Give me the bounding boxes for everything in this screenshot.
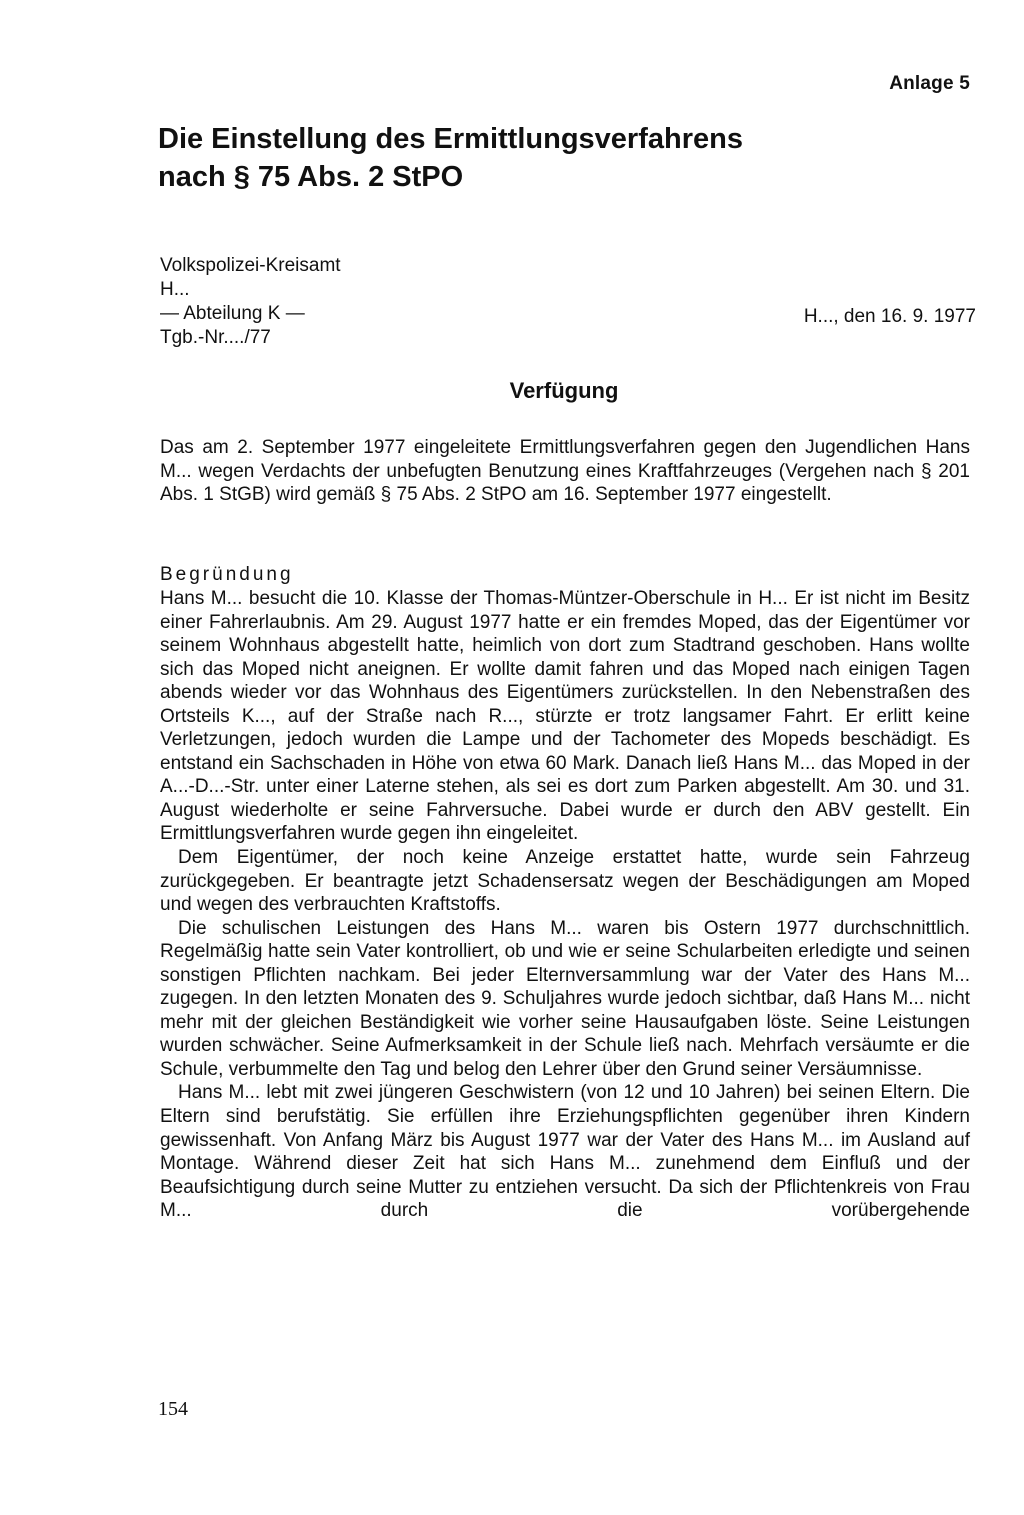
sender-block	[160, 254, 341, 350]
reasoning-paragraph: Hans M... besucht die 10. Klasse der Thomas-Müntzer-Oberschule in H... Er ist nicht im Besitz einer Fahrerlaubnis. Am 29. August 1977 hatte er ein fremdes Moped, das der Eigentümer vor seinem Wohnhaus abgestellt hatte, heimlich von dort zum Stadtrand geschoben. Hans wollte sich das Moped nicht aneignen. Er wollte damit fahren und das Moped nach einigen Tagen abends wieder vor das Wohnhaus des Eigentümers zurückstellen. In den Nebenstraßen des Ortsteils K..., auf der Straße nach R..., stürzte er trotz langsamer Fahrt. Er erlitt keine Verletzungen, jedoch wurden die Lampe und der Tachometer des Mopeds beschädigt. Es entstand ein Sachschaden in Höhe von etwa 60 Mark. Danach ließ Hans M... das Moped in der A...-D...-Str. unter einer Laterne stehen, als sei es dort zum Parken abgestellt. Am 30. und 31. August wiederholte er seine Fahrversuche. Dabei wurde er durch den ABV gestellt. Ein Ermittlungsverfahren wurde gegen ihn eingeleitet.	[160, 588, 970, 845]
department-name: — Abteilung K —	[160, 303, 305, 324]
title-line-2: nach § 75 Abs. 2 StPO	[158, 161, 464, 193]
decision-paragraph: Das am 2. September 1977 eingeleitete Ermittlungsverfahren gegen den Jugendlichen Hans M... wegen Verdachts der unbefugten Benutzung eines Kraftfahrzeuges (Vergehen nach § 201 Abs. 1 StGB) wird gemäß § 75 Abs. 2 StPO am 16. September 1977 eingestellt.	[160, 437, 970, 506]
document-date: H..., den 16. 9. 1977	[803, 306, 976, 327]
reasoning-paragraph: Dem Eigentümer, der noch keine Anzeige erstattet hatte, wurde sein Fahrzeug zurückgegeben. Er beantragte jetzt Schadensersatz wegen der Beschädigungen am Moped und wegen des verbrauchten Kraftstoffs.	[160, 847, 970, 916]
office-place: H...	[160, 279, 190, 300]
title-line-1: Die Einstellung des Ermittlungsverfahrens	[158, 123, 743, 155]
page-title	[158, 120, 938, 196]
reasoning-paragraph: Die schulischen Leistungen des Hans M... waren bis Ostern 1977 durchschnittlich. Regelmäßig hatte sein Vater kontrolliert, ob und wie er seine Schularbeiten erledigte und seinen sonstigen Pflichten nachkam. Bei jeder Elternversammlung war der Vater des Hans M... zugegen. In den letzten Monaten des 9. Schuljahres wurde jedoch sichtbar, daß Hans M... nicht mehr mit der gleichen Beständigkeit wie vorher seine Hausaufgaben löste. Seine Leistungen wurden schwächer. Seine Aufmerksamkeit in der Schule ließ nach. Mehrfach versäumte er die Schule, verbummelte den Tag und belog den Lehrer über den Grund seiner Versäumnisse.	[160, 917, 970, 1080]
document-heading: Verfügung	[509, 378, 619, 403]
reasoning-paragraph: Hans M... lebt mit zwei jüngeren Geschwistern (von 12 und 10 Jahren) bei seinen Eltern. Die Eltern sind berufstätig. Sie erfüllen ihre Erziehungspflichten gegenüber ihren Kindern gewissenhaft. Von Anfang März bis August 1977 war der Vater des Hans M... im Ausland auf Montage. Während dieser Zeit hat sich Hans M... zunehmend dem Einfluß und der Beaufsichtigung durch seine Mutter zu entziehen versucht. Da sich der Pflichtenkreis von Frau M... durch die vorübergehende	[160, 1082, 970, 1222]
reasoning-body	[160, 587, 970, 1223]
annex-label: Anlage 5	[889, 73, 970, 94]
reference-number: Tgb.-Nr..../77	[160, 327, 271, 348]
reasoning-heading: Begründung	[160, 564, 294, 585]
page-number: 154	[158, 1398, 188, 1420]
office-name: Volkspolizei-Kreisamt	[160, 255, 341, 276]
